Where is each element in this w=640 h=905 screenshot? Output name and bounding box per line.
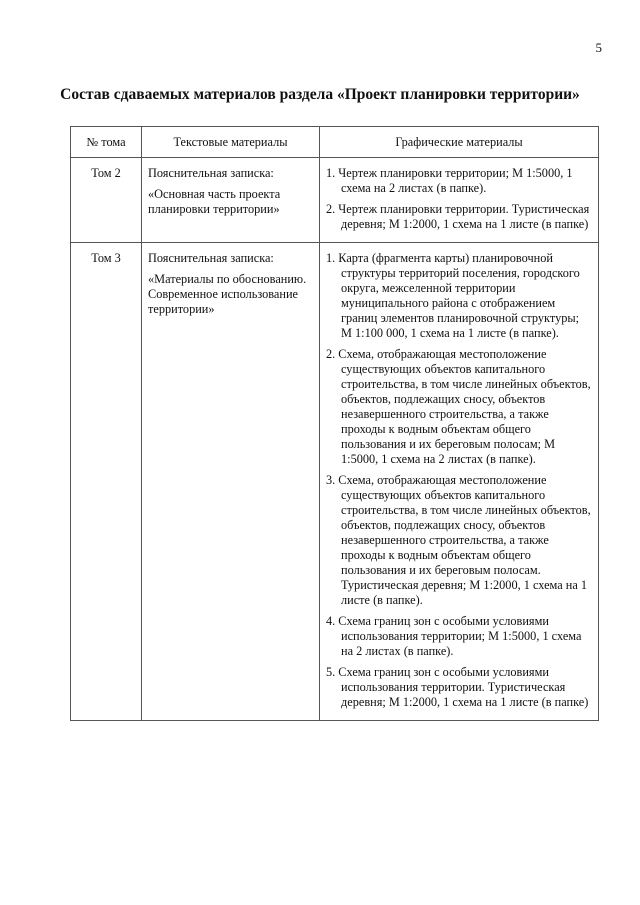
graphic-materials-cell — [320, 243, 599, 721]
list-item: 4. Схема границ зон с особыми условиями использования территории; М 1:5000, 1 схема на 2 листах (в папке). — [326, 614, 582, 658]
header-graphic-materials: Графические материалы — [320, 127, 599, 158]
text-material-line: «Основная часть проекта планировки территории» — [148, 187, 281, 216]
text-materials-cell — [142, 243, 320, 721]
document-title: Состав сдаваемых материалов раздела «Проект планировки территории» — [60, 86, 580, 103]
list-item: 2. Чертеж планировки территории. Туристическая деревня; М 1:2000, 1 схема на 1 листе (в папке) — [326, 202, 590, 231]
text-material-line: «Материалы по обоснованию. Современное использование территории» — [148, 272, 307, 316]
page-number: 5 — [595, 40, 602, 55]
graphic-materials-list — [326, 251, 592, 710]
list-item: 1. Чертеж планировки территории; М 1:5000, 1 схема на 2 листах (в папке). — [326, 166, 573, 195]
graphic-materials-cell — [320, 158, 599, 243]
table-row — [71, 243, 599, 721]
list-item: 3. Схема, отображающая местоположение существующих объектов капитального строительства, в том числе линейных объектов, объектов, подлежащих сносу, объектов незавершенного строительства, а также проходы к водным объектам общего пользования и их береговым полосам. Туристическая деревня; М 1:2000, 1 схема на 1 листе (в папке). — [326, 473, 591, 607]
list-item: 2. Схема, отображающая местоположение существующих объектов капитального строительства, в том числе линейных объектов, объектов, подлежащих сносу, объектов незавершенного строительства, а также проходы к водным объектам общего пользования и их береговым полосам; М 1:5000, 1 схема на 2 листах (в папке). — [326, 347, 591, 466]
volume-cell: Том 2 — [71, 158, 142, 243]
list-item: 5. Схема границ зон с особыми условиями использования территории. Туристическая деревня; М 1:2000, 1 схема на 1 листе (в папке) — [326, 665, 589, 709]
header-volume: № тома — [71, 127, 142, 158]
list-item: 1. Карта (фрагмента карты) планировочной структуры территорий поселения, городского округа, межселенной территории муниципального района с отображением границ элементов планировочной структуры; М 1:100 000, 1 схема на 1 листе (в папке). — [326, 251, 580, 340]
volume-cell: Том 3 — [71, 243, 142, 721]
table-row — [71, 158, 599, 243]
table-header-row — [71, 127, 599, 158]
text-material-line: Пояснительная записка: — [148, 251, 274, 265]
text-materials-cell — [142, 158, 320, 243]
graphic-materials-list — [326, 166, 592, 232]
header-text-materials: Текстовые материалы — [142, 127, 320, 158]
materials-table — [70, 126, 599, 721]
text-material-line: Пояснительная записка: — [148, 166, 274, 180]
